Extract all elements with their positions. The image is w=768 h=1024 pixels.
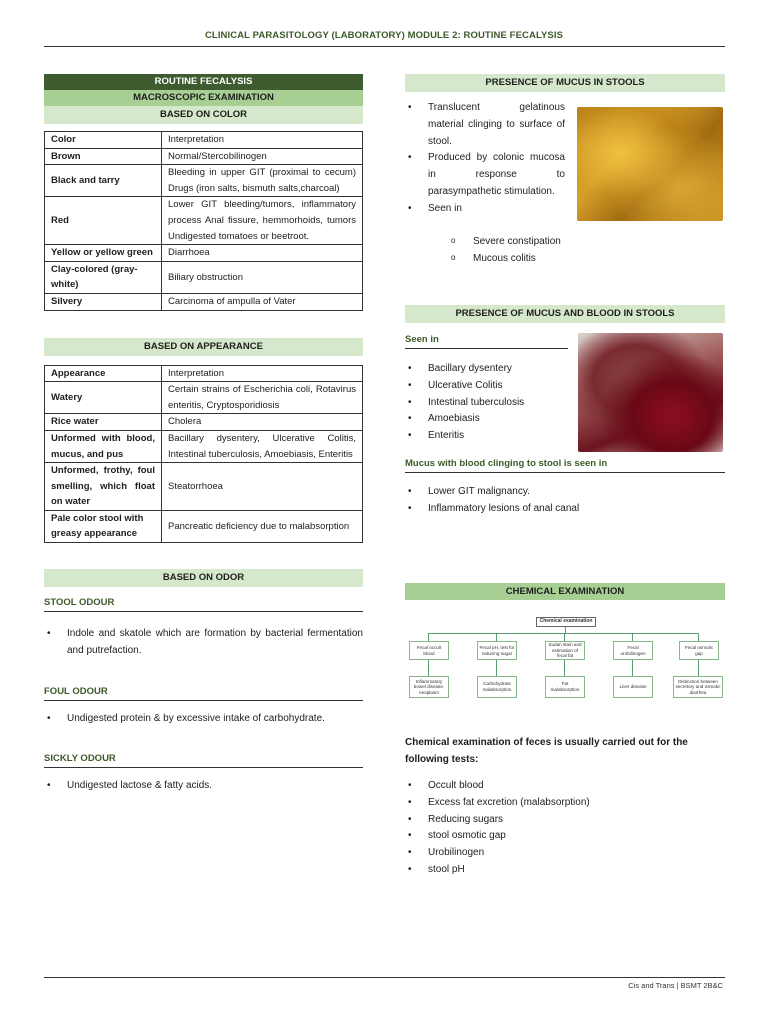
mucus-stool-photo [577, 107, 723, 221]
table-row [45, 293, 363, 310]
footer-text: Cis and Trans | BSMT 2B&C [628, 981, 723, 990]
clinging-heading: Mucus with blood clinging to stool is seen in [405, 458, 725, 473]
list-item: • Bacillary dysentery [405, 361, 570, 378]
flowchart-connector [428, 660, 429, 676]
band-mucus-and-blood: PRESENCE OF MUCUS AND BLOOD IN STOOLS [405, 305, 725, 323]
flowchart-test: Fecal urobilinogen [613, 641, 653, 660]
list-item: • Ulcerative Colitis [405, 378, 570, 395]
flowchart-outcome: Liver disease [613, 676, 653, 698]
footer-divider [44, 977, 725, 978]
band-based-on-color: BASED ON COLOR [44, 106, 363, 124]
flowchart-test: Sudan stain and estimation of fecal fat [545, 641, 585, 660]
seen-in-list [405, 361, 570, 445]
appearance-table [44, 365, 363, 544]
table-cell-value: Steatorrhoea [162, 463, 363, 511]
chemical-intro: Chemical examination of feces is usually carried out for the following tests: [405, 737, 688, 765]
table-cell-key: Appearance [45, 365, 162, 382]
table-row [45, 148, 363, 165]
table-cell-key: Watery [45, 382, 162, 414]
flowchart-test: Fecal pH, test for reducing sugar [477, 641, 517, 660]
list-item: • Inflammatory lesions of anal canal [405, 501, 725, 518]
header-divider [44, 46, 725, 47]
table-cell-value: Certain strains of Escherichia coli, Rotavirus enteritis, Cryptosporidiosis [162, 382, 363, 414]
band-mucus-in-stools: PRESENCE OF MUCUS IN STOOLS [405, 74, 725, 92]
flowchart-connector [698, 660, 699, 676]
list-item: • stool pH [405, 862, 725, 879]
table-row [45, 132, 363, 149]
list-item: • Translucent gelatinous material clinging to surface of stool. [405, 100, 565, 150]
table-row [45, 510, 363, 542]
table-row [45, 165, 363, 197]
list-item: • Undigested protein & by excessive intake of carbohydrate. [44, 711, 363, 728]
list-item: • Amoebiasis [405, 411, 570, 428]
stool-odour-list [44, 626, 363, 660]
list-item: • Undigested lactose & fatty acids. [44, 778, 363, 795]
list-item: o Mucous colitis [451, 251, 645, 268]
table-cell-key: Unformed with blood, mucus, and pus [45, 430, 162, 462]
table-cell-key: Pale color stool with greasy appearance [45, 510, 162, 542]
table-cell-key: Clay-colored (gray-white) [45, 261, 162, 293]
flowchart-test: Fecal osmotic gap [679, 641, 719, 660]
flowchart-connector [564, 633, 565, 641]
mucus-list [405, 100, 565, 218]
table-cell-value: Interpretation [162, 365, 363, 382]
table-cell-key: Black and tarry [45, 165, 162, 197]
table-cell-value: Carcinoma of ampulla of Vater [162, 293, 363, 310]
flowchart-connector [496, 660, 497, 676]
list-item: • stool osmotic gap [405, 828, 725, 845]
flowchart-outcome: Inflammatory bowel disease, neoplasm [409, 676, 449, 698]
flowchart-connector [632, 660, 633, 676]
table-cell-key: Color [45, 132, 162, 149]
flowchart-connector [496, 633, 497, 641]
band-based-on-appearance: BASED ON APPEARANCE [44, 338, 363, 356]
flowchart-outcome: Fat malabsorption [545, 676, 585, 698]
flowchart-connector [632, 633, 633, 641]
foul-odour-heading: FOUL ODOUR [44, 686, 363, 701]
flowchart-connector [428, 633, 429, 641]
flowchart-root: Chemical examination [536, 617, 596, 627]
table-cell-key: Unformed, frothy, foul smelling, which float on water [45, 463, 162, 511]
flowchart-test: Fecal occult blood [409, 641, 449, 660]
flowchart-connector [698, 633, 699, 641]
list-item: • Intestinal tuberculosis [405, 395, 570, 412]
table-cell-key: Brown [45, 148, 162, 165]
table-cell-value: Pancreatic deficiency due to malabsorption [162, 510, 363, 542]
list-item: • Produced by colonic mucosa in response to parasympathetic stimulation. [405, 150, 565, 200]
list-item: • Lower GIT malignancy. [405, 484, 725, 501]
table-cell-value: Bleeding in upper GIT (proximal to cecum) Drugs (iron salts, bismuth salts,charcoal) [162, 165, 363, 197]
list-item: • Indole and skatole which are formation by bacterial fermentation and putrefaction. [44, 626, 363, 660]
color-table [44, 131, 363, 311]
chemical-exam-flowchart [405, 611, 725, 711]
band-routine-fecalysis: ROUTINE FECALYSIS [44, 74, 363, 90]
list-item: • Excess fat excretion (malabsorption) [405, 795, 725, 812]
table-row [45, 197, 363, 245]
band-chemical-examination: CHEMICAL EXAMINATION [405, 583, 725, 600]
sickly-odour-heading: SICKLY ODOUR [44, 753, 363, 768]
sickly-odour-list [44, 778, 363, 795]
list-item: • Seen in [405, 201, 565, 218]
table-cell-value: Lower GIT bleeding/tumors, inflammatory process Anal fissure, hemmorhoids, tumors Undigested tomatoes or beetroot. [162, 197, 363, 245]
table-cell-key: Red [45, 197, 162, 245]
table-cell-key: Rice water [45, 414, 162, 431]
table-cell-value: Biliary obstruction [162, 261, 363, 293]
list-item: • Reducing sugars [405, 812, 725, 829]
table-row [45, 414, 363, 431]
table-cell-value: Cholera [162, 414, 363, 431]
table-row [45, 261, 363, 293]
flowchart-connector [564, 660, 565, 676]
table-cell-key: Yellow or yellow green [45, 245, 162, 262]
table-row [45, 463, 363, 511]
mucus-blood-stool-photo [578, 333, 723, 452]
table-row [45, 382, 363, 414]
table-cell-value: Bacillary dysentery, Ulcerative Colitis, Intestinal tuberculosis, Amoebiasis, Enteritis [162, 430, 363, 462]
table-row [45, 365, 363, 382]
table-cell-value: Interpretation [162, 132, 363, 149]
page-header-title: CLINICAL PARASITOLOGY (LABORATORY) MODULE 2: ROUTINE FECALYSIS [204, 30, 564, 41]
foul-odour-list [44, 711, 363, 728]
flowchart-outcome: Carbohydrate malabsorption [477, 676, 517, 698]
list-item: • Urobilinogen [405, 845, 725, 862]
band-based-on-odor: BASED ON ODOR [44, 569, 363, 587]
left-column [44, 74, 363, 795]
table-cell-value: Diarrhoea [162, 245, 363, 262]
flowchart-outcome: Distinction between secretory and osmotic diarrhea [673, 676, 723, 698]
stool-odour-heading: STOOL ODOUR [44, 597, 363, 612]
band-macroscopic-examination: MACROSCOPIC EXAMINATION [44, 90, 363, 106]
table-row [45, 245, 363, 262]
mucus-sublist [405, 234, 645, 268]
table-row [45, 430, 363, 462]
list-item: • Enteritis [405, 428, 570, 445]
chemical-tests-list [405, 778, 725, 879]
table-cell-key: Silvery [45, 293, 162, 310]
seen-in-heading: Seen in [405, 334, 568, 349]
list-item: • Occult blood [405, 778, 725, 795]
table-cell-value: Normal/Stercobilinogen [162, 148, 363, 165]
clinging-list [405, 484, 725, 518]
right-column [405, 74, 725, 875]
list-item: o Severe constipation [451, 234, 645, 251]
